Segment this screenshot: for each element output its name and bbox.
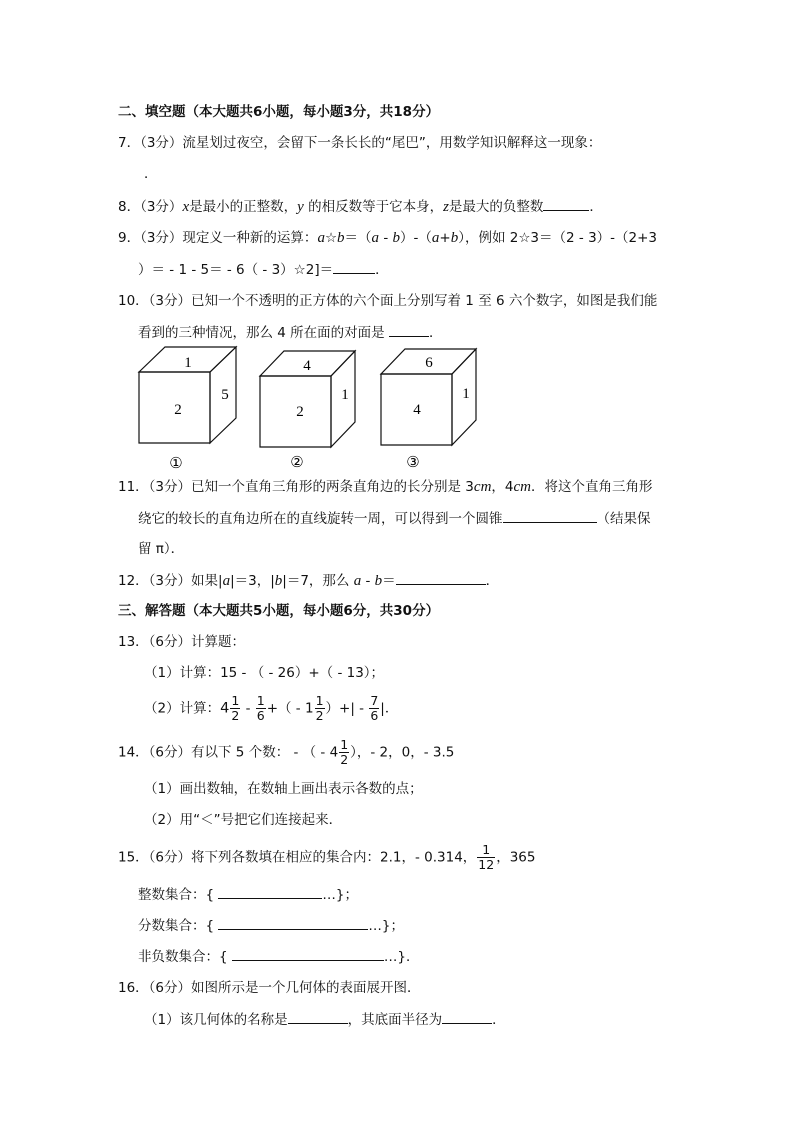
integer-set [138, 884, 358, 905]
var-a: a [222, 573, 231, 589]
fraction: $\frac{1}{6}$ [256, 693, 265, 723]
question-13: 13．（6分）计算题： [118, 634, 246, 650]
q12-part1: 12．（3分）如果| [118, 573, 223, 589]
q11-cont1: 绕它的较长的直角边所在的直线旋转一周，可以得到一个圆锥 [138, 511, 503, 527]
answer-blank[interactable] [218, 884, 322, 899]
q15-part2: ，365 [496, 849, 536, 866]
var-a: a [353, 573, 362, 589]
cube-3-side-face: 1 [462, 386, 470, 402]
cube-3-top-face: 6 [425, 355, 433, 371]
q12-part3: |＝7，那么 [282, 573, 354, 589]
question-11-continuation [138, 508, 651, 529]
fraction: $\frac{1}{12}$ [478, 842, 495, 872]
q9-end: ． [375, 262, 389, 278]
fraction: $\frac{1}{2}$ [315, 693, 324, 723]
var-b: b [392, 230, 401, 246]
var-b: b [274, 573, 283, 589]
q9-part1: 9．（3分）现定义一种新的运算： [118, 230, 318, 246]
question-16-part-1 [144, 1009, 506, 1030]
q11-part3: ．将这个直角三角形 [531, 479, 653, 495]
section-3-header: 三、解答题（本大题共5小题，每小题6分，共30分） [118, 603, 440, 619]
question-16: 16．（6分）如图所示是一个几何体的表面展开图． [118, 980, 421, 996]
var-a: a [431, 230, 440, 246]
question-13-part-1: （1）计算：15 - （ - 26）+（ - 13）； [144, 665, 385, 681]
q8-part4: 是最大的负整数 [448, 199, 544, 215]
question-14-part-2: （2）用“＜”号把它们连接起来． [144, 812, 343, 828]
q15-part1: 15．（6分）将下列各数填在相应的集合内：2.1，- 0.314， [118, 849, 477, 866]
q11-part1: 11．（3分）已知一个直角三角形的两条直角边的长分别是 3 [118, 479, 474, 495]
question-11-continuation-2: 留 π）． [138, 541, 185, 557]
question-7: 7．（3分）流星划过夜空，会留下一条长长的“尾巴”，用数学知识解释这一现象： [118, 135, 602, 151]
cube-2-label: ② [290, 455, 304, 471]
q9-cont: ）＝ - 1 - 5＝ - 6（ - 3）☆2]＝ [138, 262, 334, 278]
var-b: b [450, 230, 459, 246]
q12-end: ． [485, 573, 500, 589]
integer-set-end: …}； [322, 887, 358, 903]
cube-2-front-face: 2 [296, 404, 304, 420]
mixed-number-whole: 4 [220, 700, 230, 717]
question-15 [118, 843, 535, 872]
fraction: $\frac{7}{6}$ [370, 693, 379, 723]
var-a: a [371, 230, 380, 246]
non-negative-set [138, 946, 419, 967]
q8-part1: 8．（3分） [118, 199, 183, 215]
answer-blank[interactable] [503, 508, 597, 523]
q14-part1: 14．（6分）有以下 5 个数： - （ - 4 [118, 744, 339, 761]
cube-1-label: ① [169, 456, 183, 472]
integer-set-label: 整数集合：{ [138, 887, 215, 903]
cube-2-top-face: 4 [303, 358, 311, 374]
var-x: x [182, 199, 190, 215]
fraction-set [138, 915, 404, 936]
q16-s1-mid: ，其底面半径为 [347, 1012, 443, 1028]
answer-blank[interactable] [218, 915, 368, 930]
q16-s1: （1）该几何体的名称是 [144, 1012, 288, 1028]
question-14-part-1: （1）画出数轴，在数轴上画出表示各数的点； [144, 781, 423, 797]
q11-part2: ，4 [491, 479, 514, 495]
cube-3-label: ③ [406, 455, 420, 471]
q9-part2: ＝（ [344, 230, 372, 246]
var-a: a [317, 230, 325, 246]
non-negative-set-label: 非负数集合：{ [138, 949, 228, 965]
q13-s2-end: |． [380, 700, 399, 717]
q8-end: ． [589, 199, 603, 215]
question-12 [118, 570, 499, 591]
q11-cont1b: （结果保 [596, 511, 651, 527]
var-b: b [374, 573, 383, 589]
question-7-continuation: ． [144, 166, 158, 182]
question-11 [118, 477, 653, 497]
star-operator: ☆ [324, 230, 338, 246]
q12-part5: ＝ [382, 573, 396, 589]
q16-s1-end: ． [492, 1012, 506, 1028]
cube-1-front-face: 2 [174, 402, 182, 418]
answer-blank[interactable] [232, 946, 384, 961]
var-z: z [443, 199, 449, 215]
non-negative-set-end: …}． [383, 949, 420, 965]
fraction: $\frac{1}{2}$ [231, 693, 240, 723]
section-2-header: 二、填空题（本大题共6小题，每小题3分，共18分） [118, 104, 440, 120]
fraction-set-label: 分数集合：{ [138, 918, 215, 934]
question-10: 10．（3分）已知一个不透明的正方体的六个面上分别写着 1 至 6 六个数字，如图是我们能 [118, 293, 658, 309]
operator: +（ - 1 [266, 700, 314, 717]
fraction: $\frac{1}{2}$ [340, 737, 349, 767]
var-y: y [297, 199, 304, 215]
operator: - [241, 700, 255, 717]
question-14 [118, 738, 454, 767]
q9-part5: + [439, 230, 451, 246]
q10-end: ． [428, 325, 443, 341]
q8-part2: 是最小的正整数， [189, 199, 298, 215]
q10-cont: 看到的三种情况，那么 4 所在面的对面是 [138, 325, 385, 341]
q12-part4: - [361, 573, 375, 589]
q9-part3: - [379, 230, 393, 246]
answer-blank[interactable] [288, 1009, 348, 1024]
operator: ）+| - [325, 700, 369, 717]
question-13-part-2 [144, 694, 398, 723]
q12-part2: |＝3，| [230, 573, 275, 589]
q9-part4: ）-（ [400, 230, 432, 246]
answer-blank[interactable] [442, 1009, 492, 1024]
unit-cm: cm [513, 479, 531, 495]
q8-part3: 的相反数等于它本身， [303, 199, 444, 215]
cube-3-front-face: 4 [413, 402, 421, 418]
var-b: b [337, 230, 345, 246]
cube-1-side-face: 5 [221, 387, 229, 403]
q14-part2: ），- 2，0，- 3.5 [350, 744, 455, 761]
unit-cm: cm [473, 479, 492, 495]
q13-s2-label: （2）计算： [144, 700, 221, 717]
fraction-set-end: …}； [368, 918, 404, 934]
cube-1-top-face: 1 [184, 355, 192, 371]
q9-part6: ），例如 2☆3＝（2 - 3）-（2+3 [458, 230, 658, 246]
cube-2-side-face: 1 [341, 387, 349, 403]
answer-blank[interactable] [396, 570, 486, 585]
